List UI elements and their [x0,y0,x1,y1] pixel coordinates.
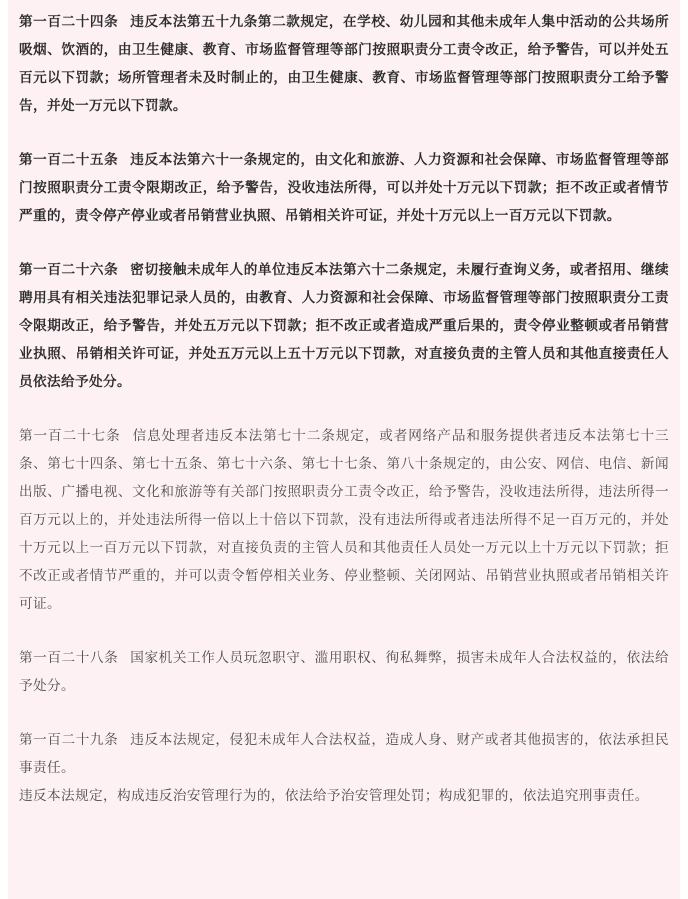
article-126 [19,256,669,396]
closing-paragraph: 违反本法规定，构成违反治安管理行为的，依法给予治安管理处罚；构成犯罪的，依法追究刑事责任。 [19,788,649,804]
article-127 [19,422,669,618]
article-number: 第一百二十八条 [19,650,119,666]
article-124 [19,8,669,120]
article-text: 信息处理者违反本法第七十二条规定，或者网络产品和服务提供者违反本法第七十三条、第七十四条、第七十五条、第七十六条、第七十七条、第八十条规定的，由公安、网信、电信、新闻出版、广播电视、文化和旅游等有关部门按照职责分工责令改正，给予警告，没收违法所得，违法所得一百万元以上的，并处违法所得一倍以上十倍以下罚款，没有违法所得或者违法所得不足一百万元的，并处十万元以上一百万元以下罚款，对直接负责的主管人员和其他责任人员处一万元以上十万元以下罚款；拒不改正或者情节严重的，并可以责令暂停相关业务、停业整顿、关闭网站、吊销营业执照或者吊销相关许可证。 [19,428,669,612]
article-128 [19,644,669,700]
article-129 [19,726,669,782]
document-page [8,0,680,899]
article-number: 第一百二十七条 [19,428,121,444]
article-text: 国家机关工作人员玩忽职守、滥用职权、徇私舞弊，损害未成年人合法权益的，依法给予处分。 [19,650,669,694]
article-number: 第一百二十四条 [19,14,119,30]
article-text: 违反本法第六十一条规定的，由文化和旅游、人力资源和社会保障、市场监督管理等部门按照职责分工责令限期改正，给予警告，没收违法所得，可以并处十万元以下罚款；拒不改正或者情节严重的，责令停产停业或者吊销营业执照、吊销相关许可证，并处十万元以上一百万元以下罚款。 [19,152,669,224]
article-125 [19,146,669,230]
article-text: 违反本法规定，侵犯未成年人合法权益，造成人身、财产或者其他损害的，依法承担民事责任。 [19,732,669,776]
article-text: 违反本法第五十九条第二款规定，在学校、幼儿园和其他未成年人集中活动的公共场所吸烟、饮酒的，由卫生健康、教育、市场监督管理等部门按照职责分工责令改正，给予警告，可以并处五百元以下罚款；场所管理者未及时制止的，由卫生健康、教育、市场监督管理等部门按照职责分工给予警告，并处一万元以下罚款。 [19,14,669,114]
article-number: 第一百二十五条 [19,152,119,168]
article-text: 密切接触未成年人的单位违反本法第六十二条规定，未履行查询义务，或者招用、继续聘用具有相关违法犯罪记录人员的，由教育、人力资源和社会保障、市场监督管理等部门按照职责分工责令限期改正，给予警告，并处五万元以下罚款；拒不改正或者造成严重后果的，责令停业整顿或者吊销营业执照、吊销相关许可证，并处五万元以上五十万元以下罚款，对直接负责的主管人员和其他直接责任人员依法给予处分。 [19,262,669,390]
article-number: 第一百二十六条 [19,262,119,278]
article-number: 第一百二十九条 [19,732,119,748]
